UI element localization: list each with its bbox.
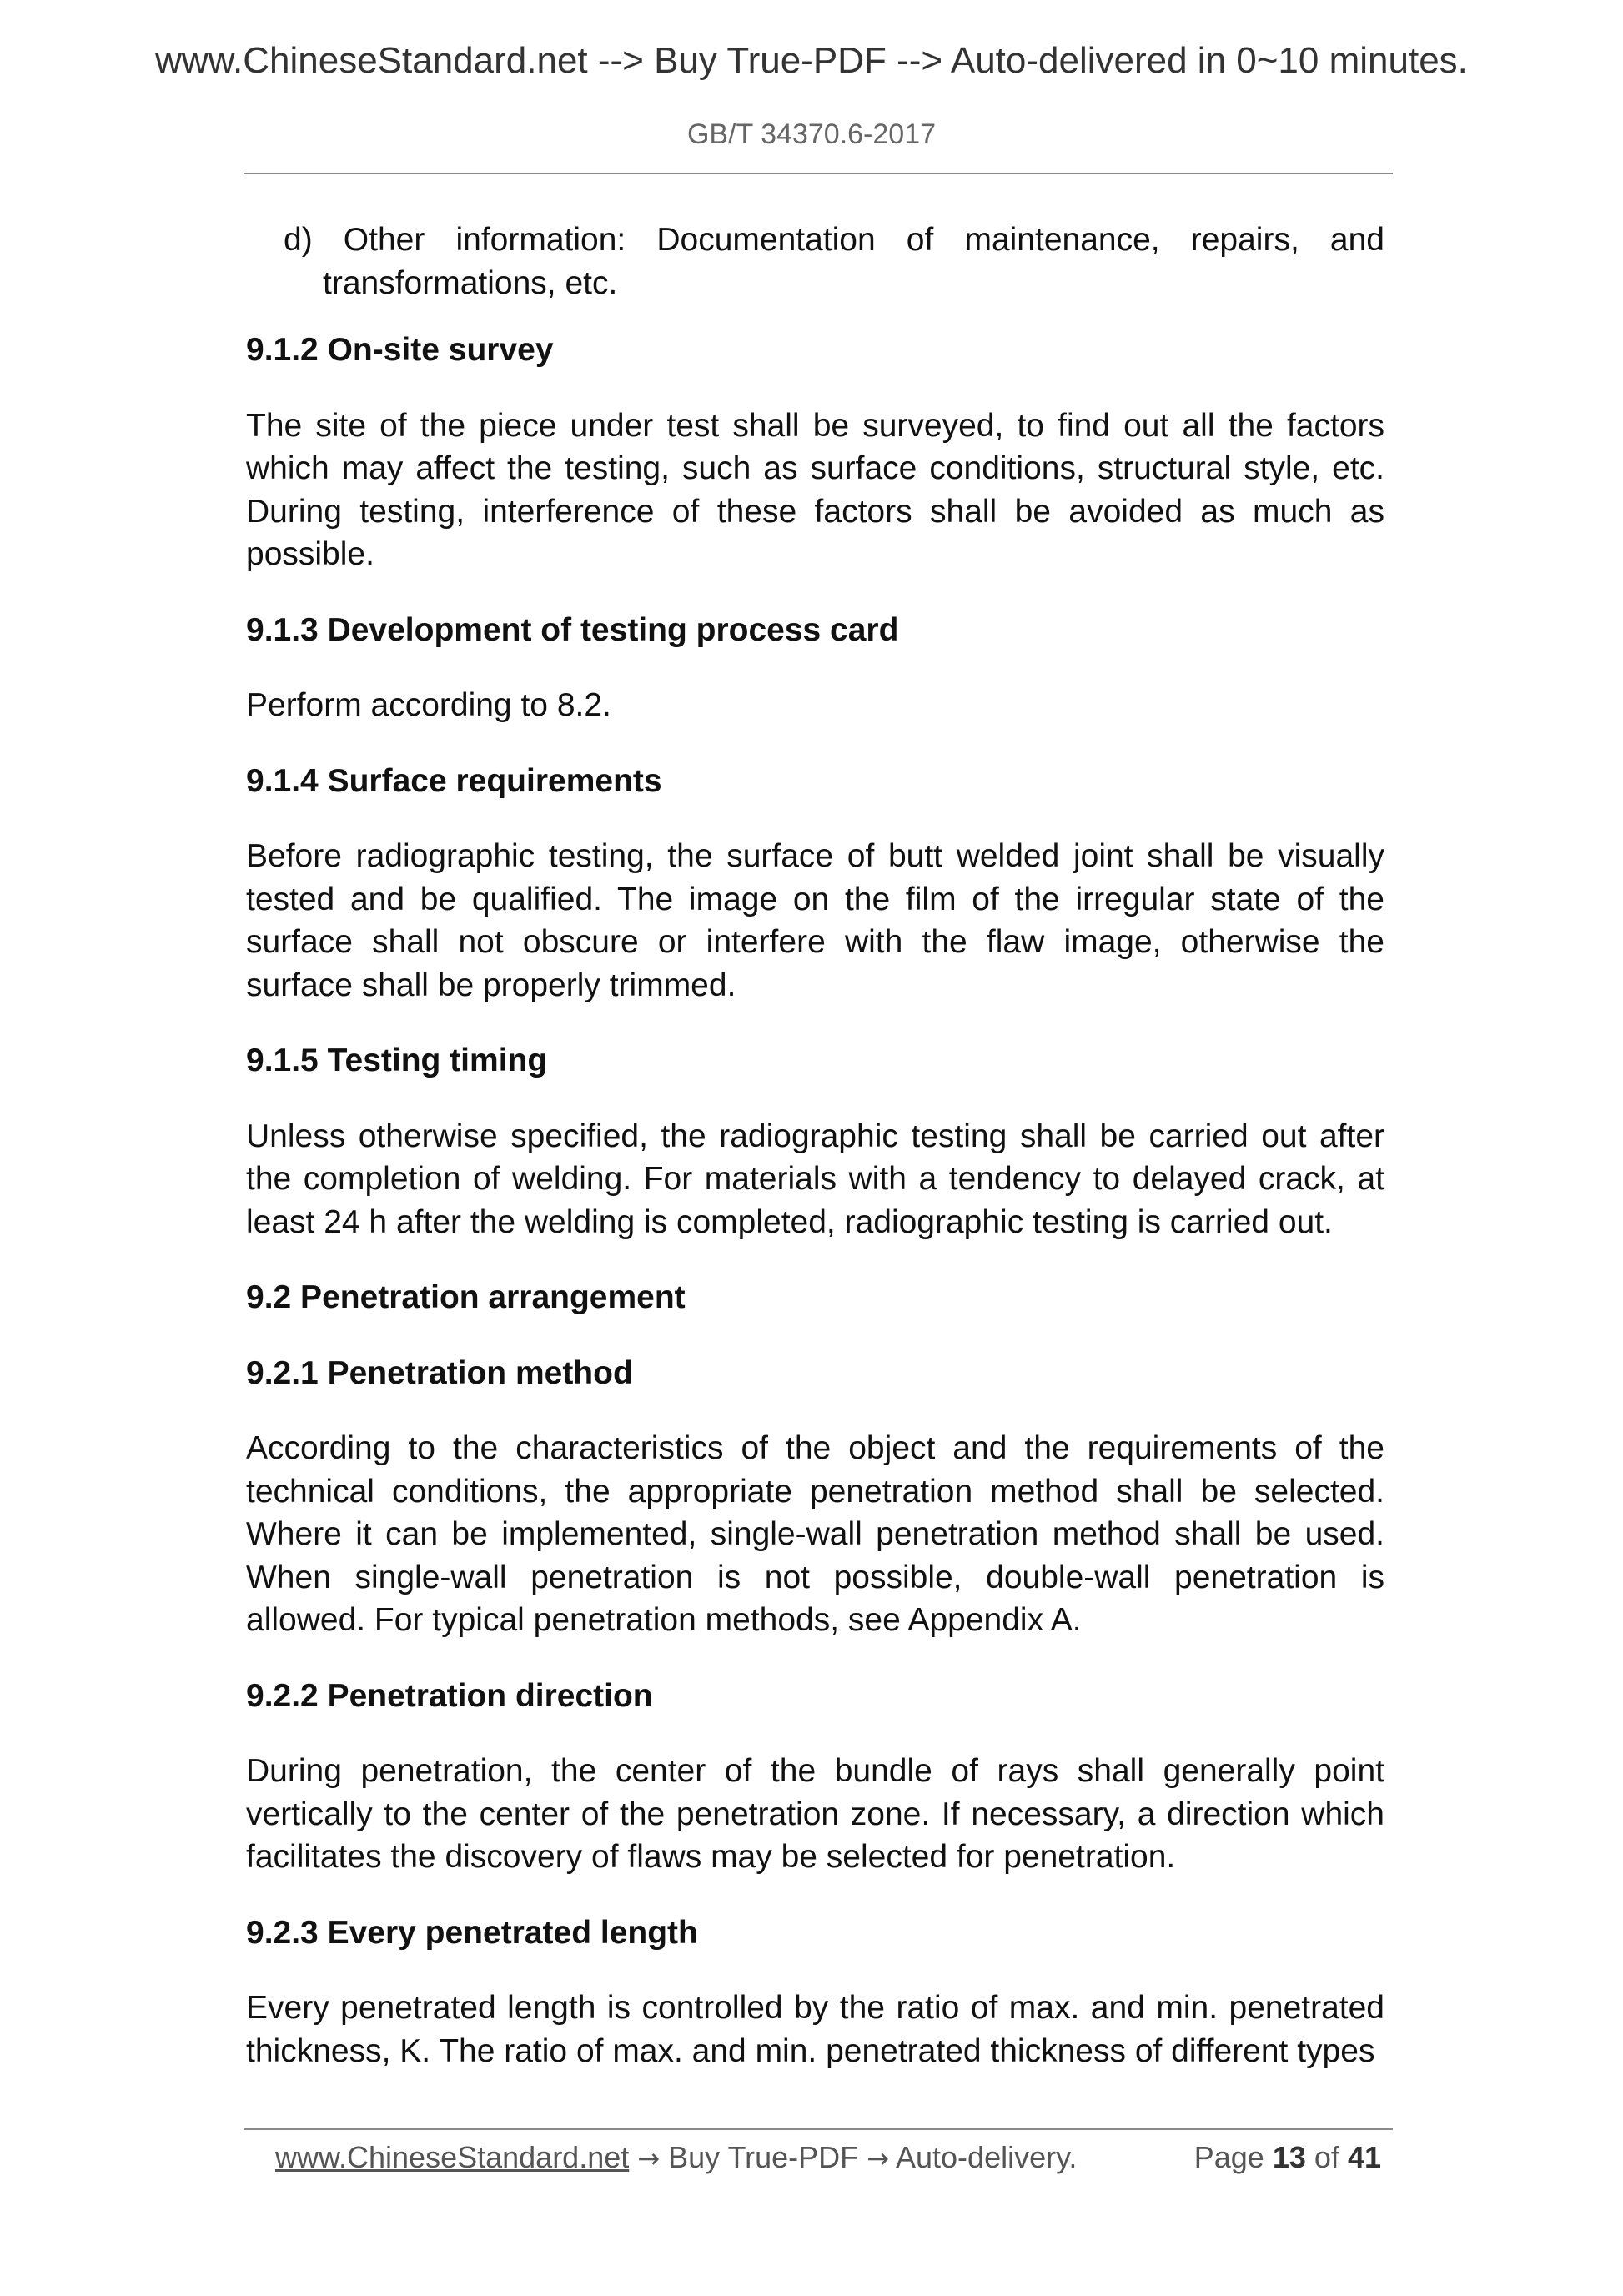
heading-9-2-2: 9.2.2 Penetration direction [246,1677,653,1714]
footer-buy-text: Buy True-PDF [668,2140,859,2174]
footer-promo [275,2137,1077,2179]
heading-9-1-3: 9.1.3 Development of testing process card [246,611,899,648]
para-9-2-2: During penetration, the center of the bundle of rays shall generally point vertically to the center of the penetration zone. If necessary, a direction which facilitates the discovery of flaws may be selected for penetration. [246,1753,1384,1875]
para-9-1-5: Unless otherwise specified, the radiographic testing shall be carried out after the completion of welding. For materials with a tendency to delayed crack, at least 24 h after the welding is completed, radiographic testing is carried out. [246,1118,1384,1240]
heading-9-1-2: 9.1.2 On-site survey [246,332,554,368]
header-divider [244,173,1393,174]
arrow-right-icon: → [867,2143,889,2174]
heading-9-2: 9.2 Penetration arrangement [246,1279,686,1315]
heading-9-2-1: 9.2.1 Penetration method [246,1354,633,1391]
list-item-d: d) Other information: Documentation of maintenance, repairs, and transformations, etc. [284,222,1384,301]
document-body [246,219,1384,2105]
footer-site-link[interactable]: www.ChineseStandard.net [275,2140,630,2174]
heading-9-1-5: 9.1.5 Testing timing [246,1042,548,1078]
standard-code: GB/T 34370.6-2017 [686,118,937,150]
para-9-2-1: According to the characteristics of the object and the requirements of the technical conditions, the appropriate penetration method shall be selected. Where it can be implemented, single-wall penetration method shall be used. When single-wall penetration is not possible, double-wall penetration is allowed. For typical penetration methods, see Appendix A. [246,1430,1384,1638]
footer-divider [244,2128,1393,2130]
heading-9-2-3: 9.2.3 Every penetrated length [246,1914,698,1951]
para-9-1-3: Perform according to 8.2. [246,687,611,723]
page-total: 41 [1347,2140,1381,2174]
arrow-right-icon: → [637,2143,661,2174]
page-number [1194,2137,1381,2178]
footer-delivery-text: Auto-delivery. [896,2140,1078,2174]
heading-9-1-4: 9.1.4 Surface requirements [246,762,662,799]
page-of-label: of [1314,2140,1339,2174]
page-footer [0,2137,1623,2178]
para-9-1-4: Before radiographic testing, the surface of butt welded joint shall be visually tested and be qualified. The image on the film of the irregular state of the surface shall not obscure or interfere with the flaw image, otherwise the surface shall be properly trimmed. [246,838,1384,1003]
page-label: Page [1193,2140,1264,2174]
para-9-2-3: Every penetrated length is controlled by the ratio of max. and min. penetrated thickness, K. The ratio of max. and min. penetrated thickness of different types [246,1990,1384,2069]
site-banner: www.ChineseStandard.net --> Buy True-PDF --> Auto-delivered in 0~10 minutes. [155,40,1468,81]
para-9-1-2: The site of the piece under test shall be surveyed, to find out all the factors which may affect the testing, such as surface conditions, structural style, etc. During testing, interference of these factors shall be avoided as much as possible. [246,407,1384,572]
page-current: 13 [1272,2140,1306,2174]
